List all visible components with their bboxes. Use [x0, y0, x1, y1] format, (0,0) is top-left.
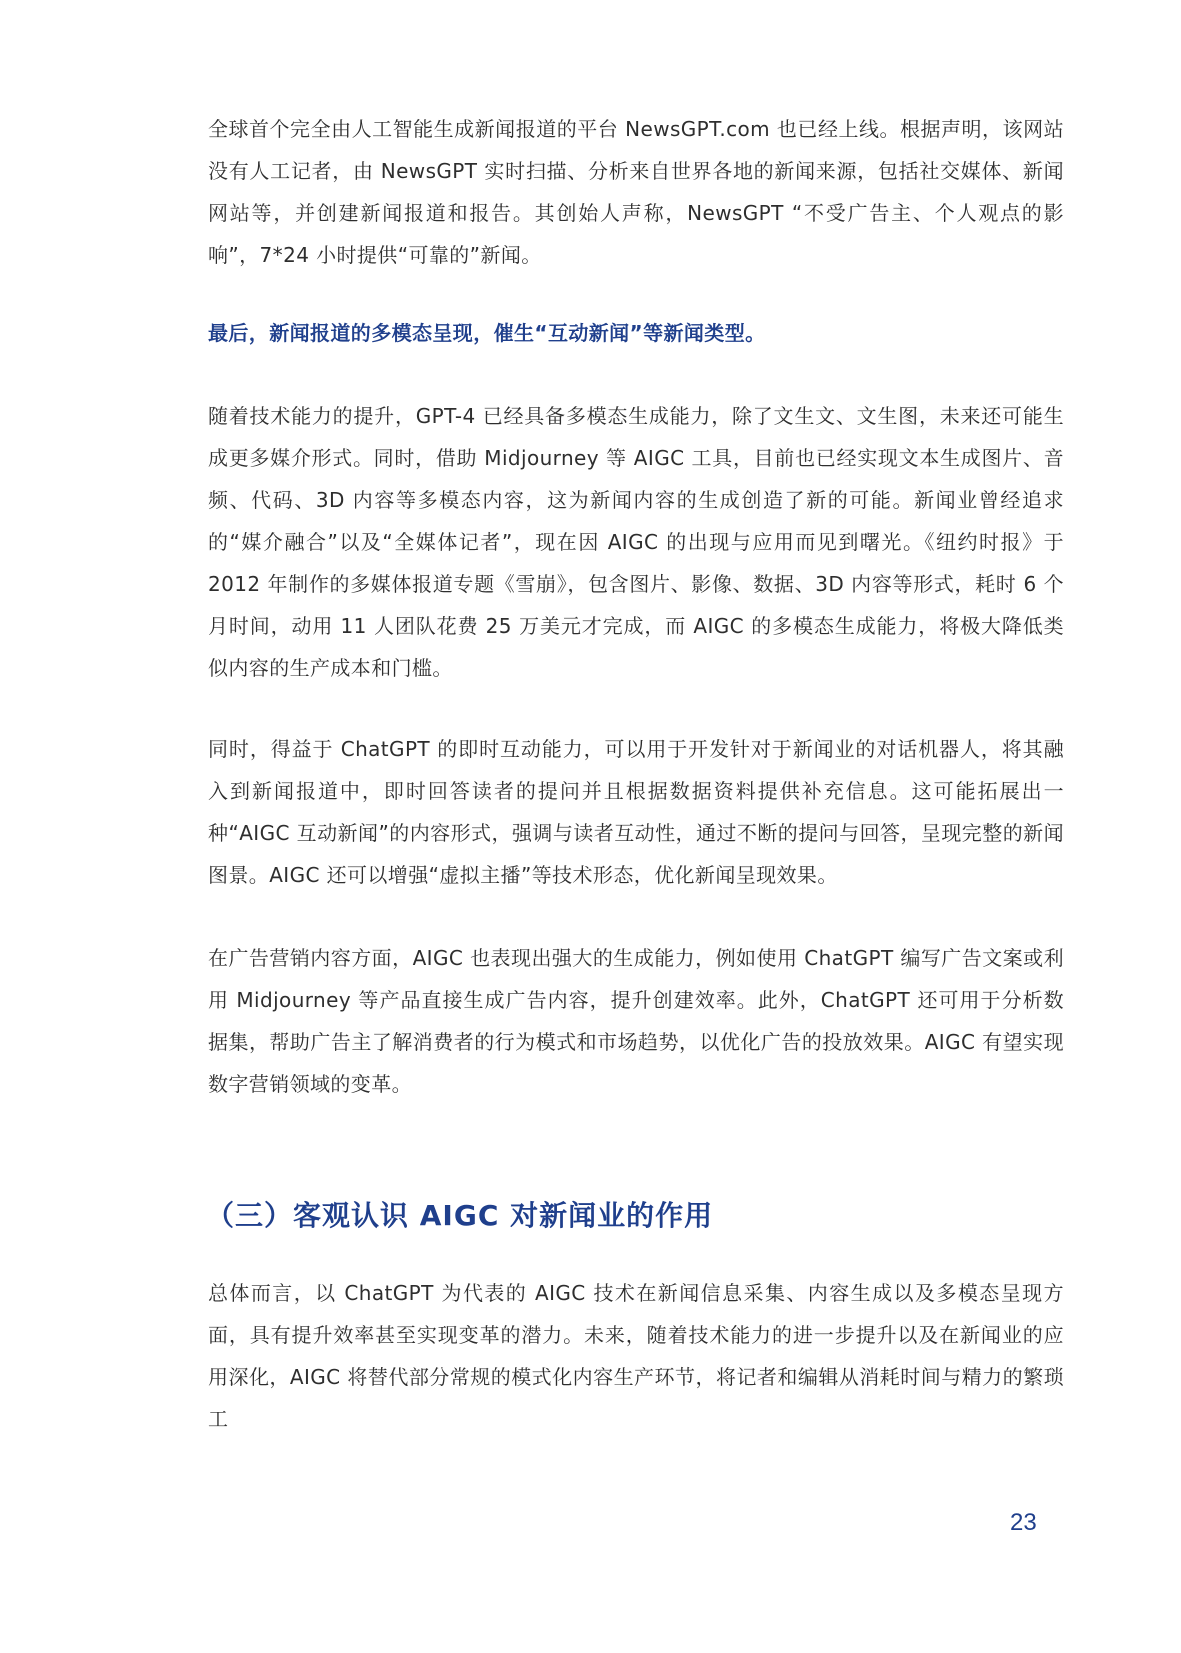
paragraph-advertising-marketing: 在广告营销内容方面，AIGC 也表现出强大的生成能力，例如使用 ChatGPT 编写广告文案或利用 Midjourney 等产品直接生成广告内容，提升创建效率。此外，ChatGPT 还可用于分析数据集，帮助广告主了解消费者的行为模式和市场趋势，以优化广告的投放效果。AIGC 有望实现数字营销领域的变革。 — [208, 946, 1064, 1096]
highlight-paragraph-multimodal: 最后，新闻报道的多模态呈现，催生“互动新闻”等新闻类型。 — [208, 321, 766, 345]
paragraph-newsgpt-platform: 全球首个完全由人工智能生成新闻报道的平台 NewsGPT.com 也已经上线。根据声明，该网站没有人工记者，由 NewsGPT 实时扫描、分析来自世界各地的新闻来源，包括社交媒体、新闻网站等，并创建新闻报道和报告。其创始人声称，NewsGPT “不受广告主、个人观点的影响”，7*24 小时提供“可靠的”新闻。 — [208, 117, 1064, 267]
page-number: 23 — [1010, 1509, 1037, 1536]
paragraph-interactive-news: 同时，得益于 ChatGPT 的即时互动能力，可以用于开发针对于新闻业的对话机器人，将其融入到新闻报道中，即时回答读者的提问并且根据数据资料提供补充信息。这可能拓展出一种“AIGC 互动新闻”的内容形式，强调与读者互动性，通过不断的提问与回答，呈现完整的新闻图景。AIGC 还可以增强“虚拟主播”等技术形态，优化新闻呈现效果。 — [208, 737, 1064, 887]
paragraph-summary: 总体而言，以 ChatGPT 为代表的 AIGC 技术在新闻信息采集、内容生成以及多模态呈现方面，具有提升效率甚至实现变革的潜力。未来，随着技术能力的进一步提升以及在新闻业的应用深化，AIGC 将替代部分常规的模式化内容生产环节，将记者和编辑从消耗时间与精力的繁琐工 — [208, 1281, 1064, 1431]
paragraph-multimodal-generation: 随着技术能力的提升，GPT-4 已经具备多模态生成能力，除了文生文、文生图，未来还可能生成更多媒介形式。同时，借助 Midjourney 等 AIGC 工具，目前也已经实现文本生成图片、音频、代码、3D 内容等多模态内容，这为新闻内容的生成创造了新的可能。新闻业曾经追求的“媒介融合”以及“全媒体记者”，现在因 AIGC 的出现与应用而见到曙光。《纽约时报》于 2012 年制作的多媒体报道专题《雪崩》，包含图片、影像、数据、3D 内容等形式，耗时 6 个月时间，动用 11 人团队花费 25 万美元才完成，而 AIGC 的多模态生成能力，将极大降低类似内容的生产成本和门槛。 — [208, 404, 1064, 680]
section-heading: （三）客观认识 AIGC 对新闻业的作用 — [206, 1199, 714, 1232]
